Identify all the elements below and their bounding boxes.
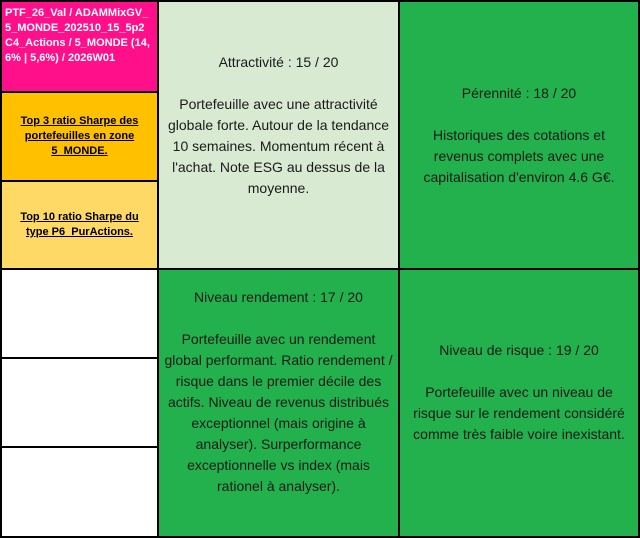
rendement-heading: Niveau rendement : 17 / 20 — [194, 289, 363, 305]
risque-description: Portefeuille avec un niveau de risque sur le rendement considéré comme très faible voire inexistant. — [413, 384, 625, 442]
perennite-heading: Pérennité : 18 / 20 — [461, 85, 577, 101]
top10-sharpe-ranking — [1, 181, 158, 269]
risque-heading: Niveau de risque : 19 / 20 — [439, 342, 599, 358]
top3-sharpe-label: Top 3 ratio Sharpe des portefeuilles en zone 5_MONDE. — [20, 115, 139, 157]
empty-cell — [1, 447, 158, 537]
perennite-cell — [399, 1, 639, 269]
portfolio-title: PTF_26_Val / ADAMMixGV_5_MONDE_202510_15_5p2 C4_Actions / 5_MONDE (14,6% | 5,6%) / 2026W01 — [1, 1, 158, 92]
attractivite-description: Portefeuille avec une attractivité globale forte. Autour de la tendance 10 semaines. Momentum récent à l'achat. Note ESG au dessus de la moyenne. — [167, 96, 390, 196]
rendement-cell — [158, 269, 399, 537]
rendement-description: Portefeuille avec un rendement global performant. Ratio rendement / risque dans le premier décile des actifs. Niveau de revenus distribués exceptionnel (mais origine à analyser). Surperformance exceptionnelle vs index (mais rationel à analyser). — [164, 331, 393, 494]
attractivite-cell — [158, 1, 399, 269]
empty-cell — [1, 358, 158, 447]
top10-sharpe-label: Top 10 ratio Sharpe du type P6_PurActions. — [20, 211, 139, 238]
risque-cell — [399, 269, 639, 537]
top3-sharpe-ranking — [1, 92, 158, 181]
attractivite-heading: Attractivité : 15 / 20 — [218, 54, 339, 70]
empty-cell — [1, 269, 158, 358]
perennite-description: Historiques des cotations et revenus complets avec une capitalisation d'environ 4.6 G€. — [423, 127, 615, 185]
